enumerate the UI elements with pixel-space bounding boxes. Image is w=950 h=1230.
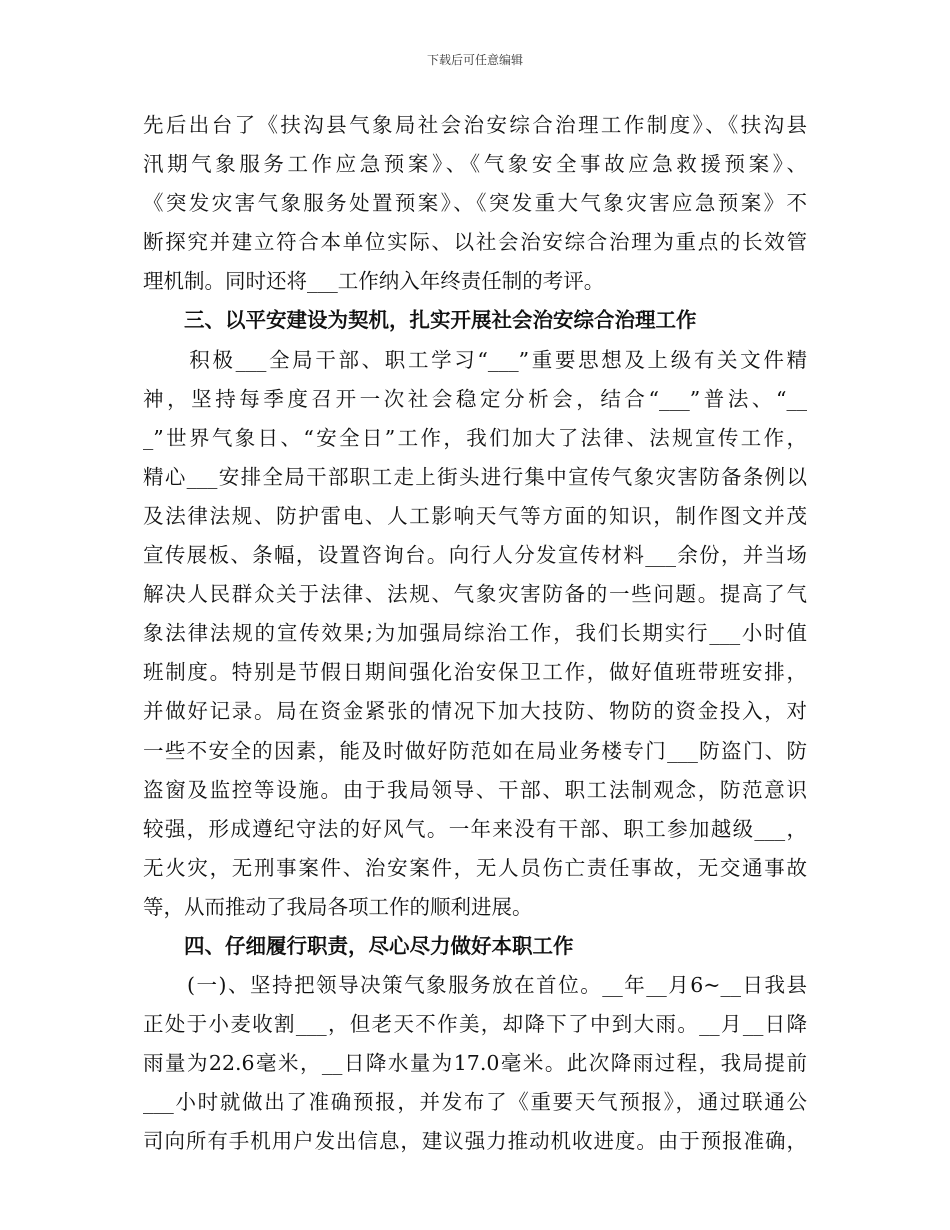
text-line: 神，坚持每季度召开一次社会稳定分析会，结合“___”普法、“__: [143, 386, 807, 411]
document-body: [143, 106, 807, 1162]
text-line: 断探究并建立符合本单位实际、以社会治安综合治理为重点的长效管: [143, 230, 807, 255]
section-heading: 三、以平安建设为契机，扎实开展社会治安综合治理工作: [143, 308, 697, 333]
text-line: 先后出台了《扶沟县气象局社会治安综合治理工作制度》、《扶沟县: [143, 113, 807, 137]
text-line: 正处于小麦收割___，但老天不作美，却降下了中到大雨。__月__日降: [143, 1012, 807, 1037]
text-line: 盗窗及监控等设施。由于我局领导、干部、职工法制观念，防范意识: [143, 777, 807, 802]
text-line: 等，从而推动了我局各项工作的顺利进展。: [143, 894, 533, 919]
text-line: 汛期气象服务工作应急预案》、《气象安全事故应急救援预案》、: [143, 152, 807, 177]
text-line: 象法律法规的宣传效果;为加强局综治工作，我们长期实行___小时值: [143, 621, 807, 646]
text-line: _”世界气象日、“安全日”工作，我们加大了法律、法规宣传工作，: [143, 425, 807, 450]
text-line: 并做好记录。局在资金紧张的情况下加大技防、物防的资金投入，对: [143, 699, 807, 724]
text-line: 雨量为22.6毫米，__日降水量为17.0毫米。此次降雨过程，我局提前: [143, 1051, 807, 1076]
text-line: 《突发灾害气象服务处置预案》、《突发重大气象灾害应急预案》不: [143, 191, 807, 216]
text-line: 班制度。特别是节假日期间强化治安保卫工作，做好值班带班安排，: [143, 660, 807, 685]
text-line: 积极___全局干部、职工学习“___”重要思想及上级有关文件精: [143, 347, 807, 372]
section-heading: 四、仔细履行职责，尽心尽力做好本职工作: [143, 933, 574, 958]
text-line: 较强，形成遵纪守法的好风气。一年来没有干部、职工参加越级___，: [143, 816, 807, 841]
text-line: ___小时就做出了准确预报，并发布了《重要天气预报》，通过联通公: [143, 1090, 807, 1115]
text-line: 精心___安排全局干部职工走上街头进行集中宣传气象灾害防备条例以: [143, 464, 807, 489]
text-line: 解决人民群众关于法律、法规、气象灾害防备的一些问题。提高了气: [143, 582, 807, 607]
text-line: 及法律法规、防护雷电、人工影响天气等方面的知识，制作图文并茂: [143, 503, 807, 528]
text-line: 司向所有手机用户发出信息，建议强力推动机收进度。由于预报准确，: [143, 1129, 807, 1154]
text-line: 无火灾，无刑事案件、治安案件，无人员伤亡责任事故，无交通事故: [143, 855, 807, 880]
text-line: (一)、坚持把领导决策气象服务放在首位。__年__月6~__日我县: [143, 973, 807, 998]
text-line: 一些不安全的因素，能及时做好防范如在局业务楼专门___防盗门、防: [143, 738, 807, 763]
text-line: 宣传展板、条幅，设置咨询台。向行人分发宣传材料___余份，并当场: [143, 543, 807, 568]
page-header: 下载后可任意编辑: [426, 53, 523, 67]
text-line: 理机制。同时还将___工作纳入年终责任制的考评。: [143, 269, 605, 294]
